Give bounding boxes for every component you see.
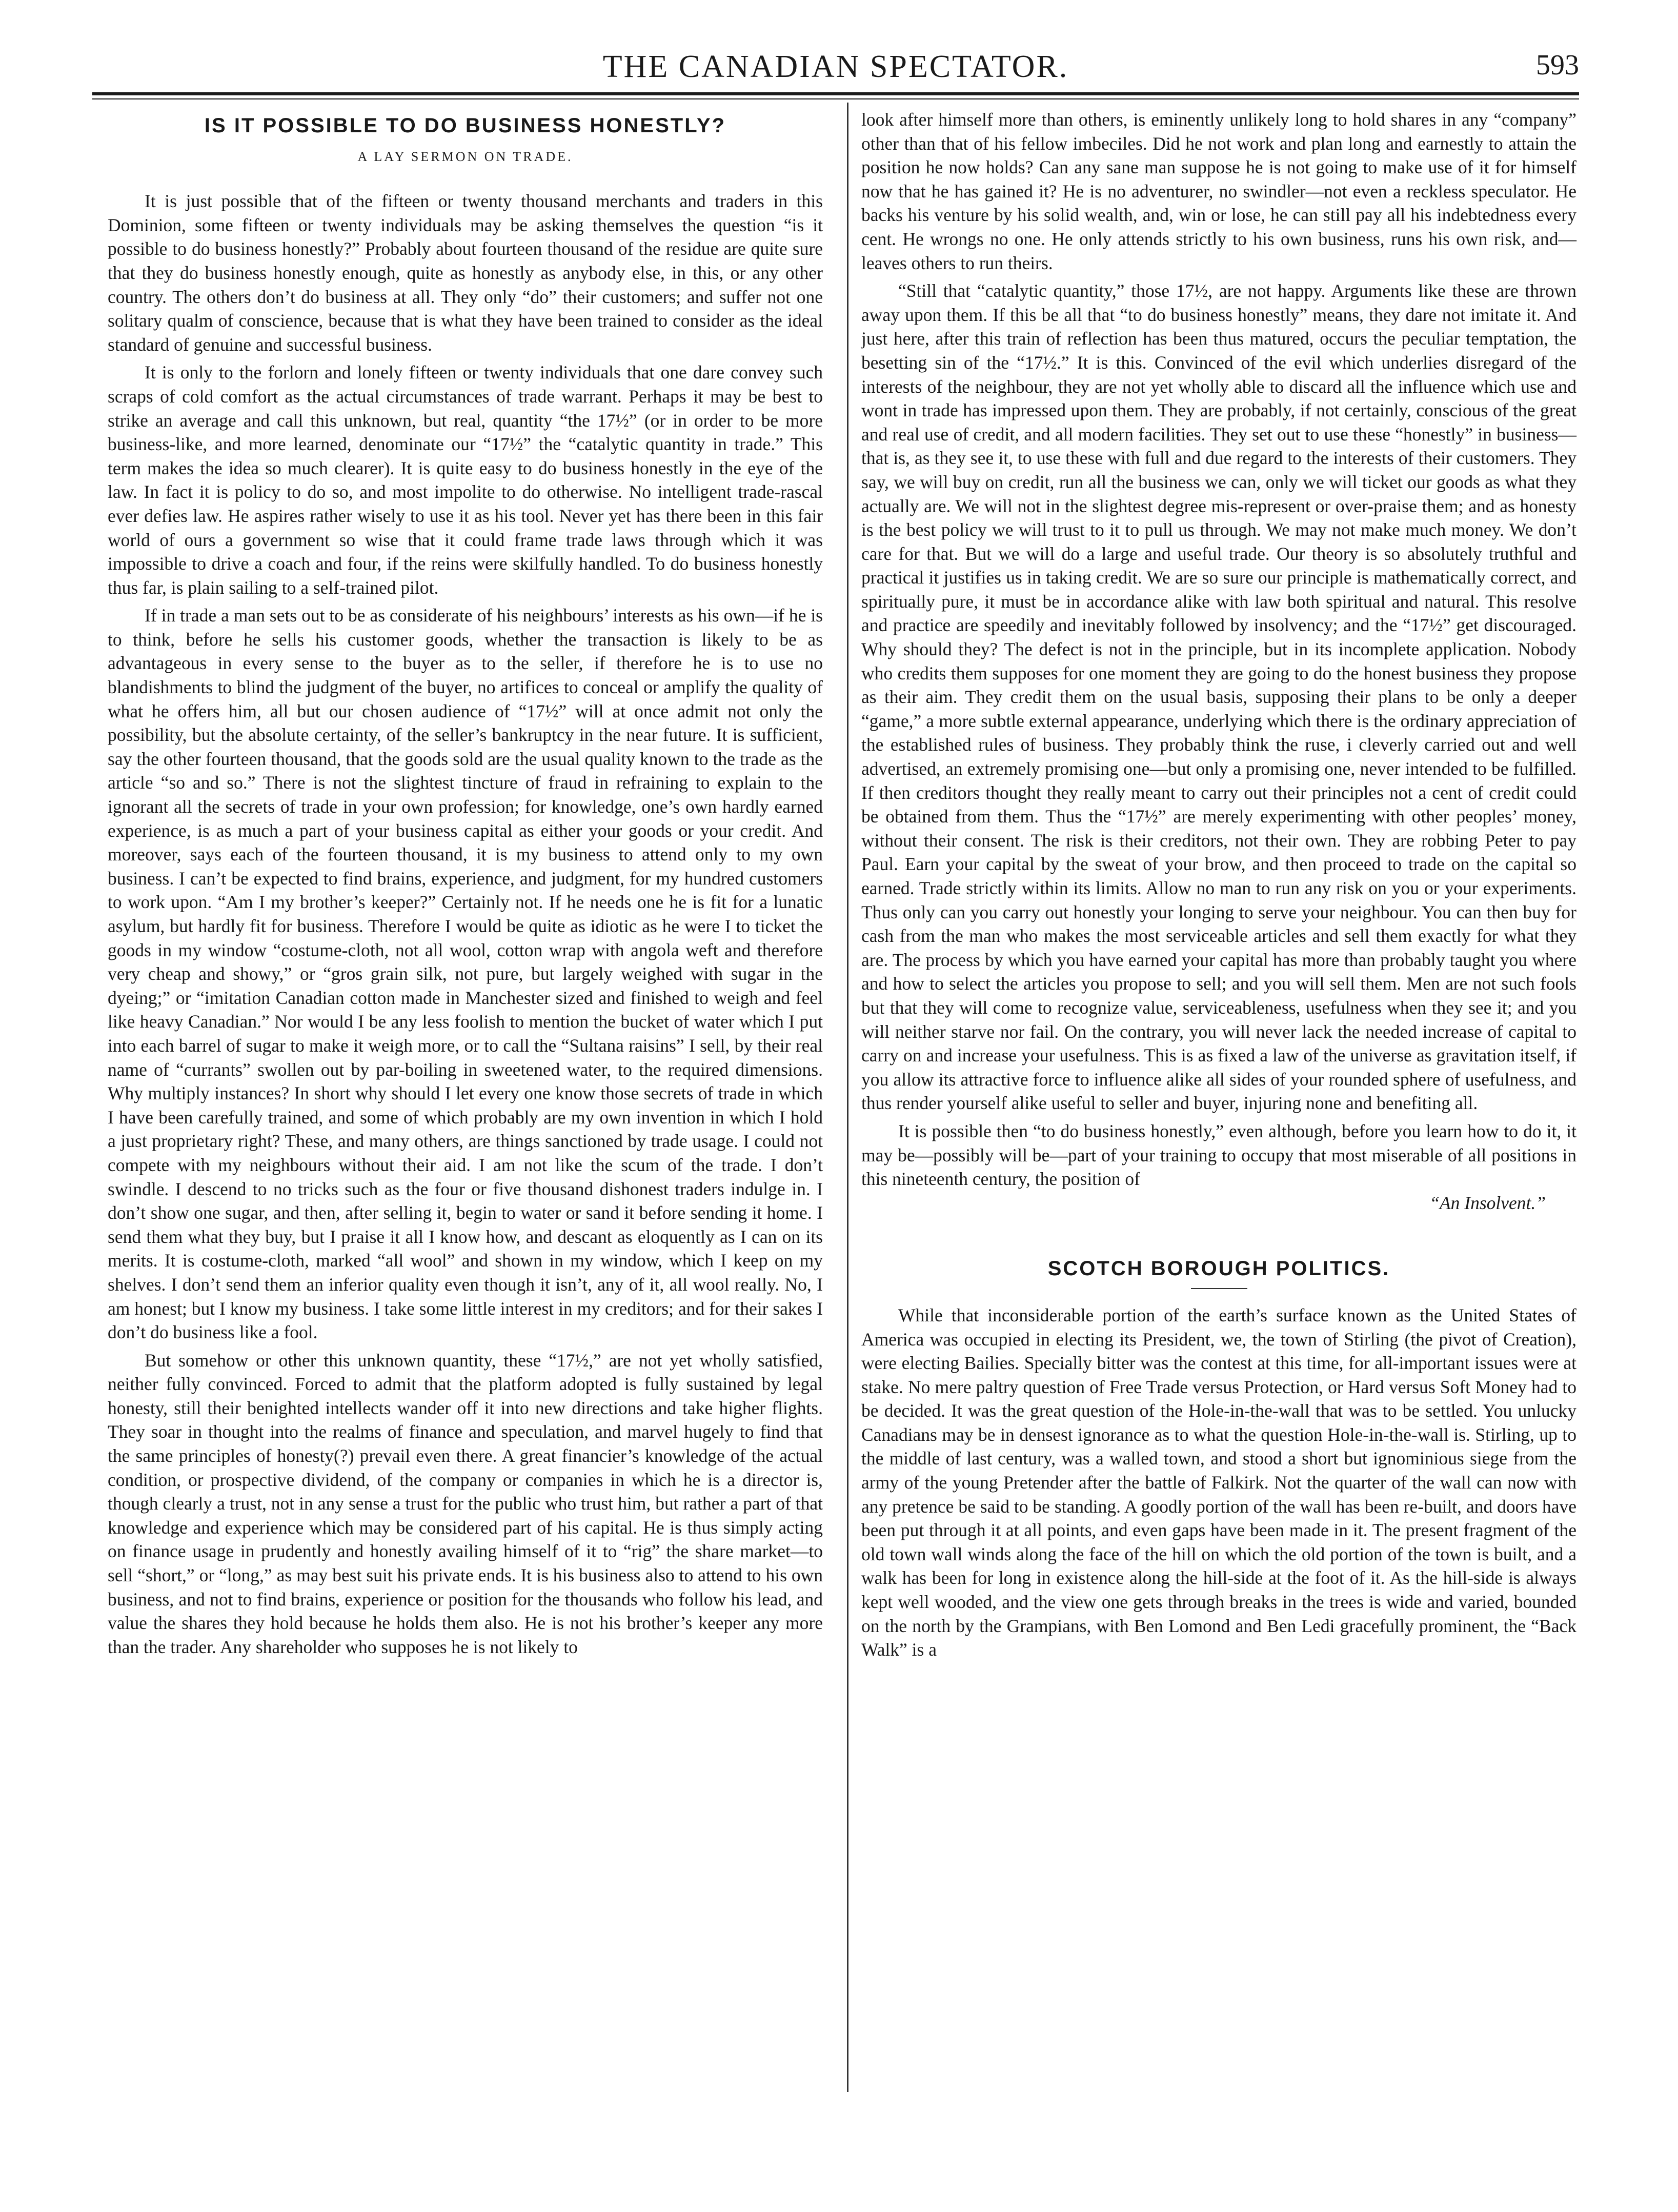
header-rule-thick [92,92,1579,95]
left-column [108,108,823,1663]
column-divider [847,103,848,2092]
article-title: IS IT POSSIBLE TO DO BUSINESS HONESTLY? [204,114,726,137]
header-rule-thin [92,98,1579,99]
paragraph: It is just possible that of the fifteen or twenty thousand merchants and traders in this Dominion, some fifteen or twenty individuals may be asking themselves the question “is it possible to do business honestly?” Probably about fourteen thousand of the residue are quite sure that they do business honestly enough, quite as honestly as anybody else, in this, or any other country. The others don’t do business at all. They only “do” their customers; and suffer not one solitary qualm of conscience, because that is what they have been trained to consider as the ideal standard of genuine and successful business. [108,191,823,355]
paragraph: If in trade a man sets out to be as considerate of his neighbours’ interests as his own—if he is to think, before he sells his customer goods, whether the transaction is likely to be as advantageous in every sense to the buyer as to the seller, if therefore he is to use no blandishments to blind the judgment of the buyer, no artifices to conceal or amplify the quality of what he offers him, all but our chosen audience of “17½” will at once admit not only the possibility, but the absolute certainty, of the seller’s bankruptcy in the near future. It is sufficient, say the other fourteen thousand, that the goods sold are the usual quality known to the trade as the article “so and so.” There is not the slightest tincture of fraud in refraining to explain to the ignorant all the secrets of trade in your own profession; for knowledge, one’s own hardly earned experience, is as much a part of your business capital as either your goods or your credit. And moreover, says each of the fourteen thousand, it is my business to attend only to my own business. I can’t be expected to find brains, experience, and judgment, for my hundred customers to work upon. “Am I my brother’s keeper?” Certainly not. If he needs one he is fit for a lunatic asylum, but hardly fit for business. Therefore I would be quite as idiotic as he were I to ticket the goods in my window “costume-cloth, not all wool, cotton wrap with angola weft and therefore very cheap and showy,” or “gros grain silk, not pure, but largely weighed with sugar in the dyeing;” or “imitation Canadian cotton made in Manchester sized and finished to weigh and feel like heavy Canadian.” Nor would I be any less foolish to mention the bucket of water which I put into each barrel of sugar to make it weigh more, or to call the “Sultana raisins” I sell, by their real name of “currants” swollen out by par-boiling in sweetened water, to the required dimensions. Why multiply instances? In short why should I let every one know those secrets of trade in which I have been carefully trained, and some of which probably are my own invention in which I hold a just proprietary right? These, and many others, are things sanctioned by trade usage. I could not compete with my neighbours without their aid. I am not like the scum of the trade. I don’t swindle. I descend to no tricks such as the four or five thousand dishonest traders indulge in. I don’t show one sugar, and then, after selling it, begin to water or sand it before sending it home. I send them what they buy, but I praise it all I know how, and descant as eloquently as I can on its merits. It is costume-cloth, marked “all wool” and shown in my window, which I keep on my shelves. I don’t send them an inferior quality even though it isn’t, any of it, all wool really. No, I am honest; but I know my business. I take some little interest in my creditors; and for their sakes I don’t do business like a fool. [108,605,823,1343]
article-title-2: SCOTCH BOROUGH POLITICS. [1047,1257,1390,1280]
article-separator [861,1215,1576,1251]
article-signature: “An Insolvent.” [1429,1192,1546,1213]
paragraph: “Still that “catalytic quantity,” those 17½, are not happy. Arguments like these are thrown away upon them. If this be all that “to do business honestly” means, they dare not imitate it. And just here, after this train of reflection has been thus matured, occurs the peculiar temptation, the besetting sin of the “17½.” It is this. Convinced of the evil which underlies disregard of the interests of the neighbour, they are not yet wholly able to discard all the influence which use and wont in trade has impressed upon them. They are probably, if not certainly, conscious of the great and real use of credit, and all modern facilities. They set out to use these “honestly” in business—that is, as they see it, to use these with full and due regard to the interests of their customers. They say, we will buy on credit, run all the business we can, only we will ticket our goods as what they actually are. We will not in the slightest degree mis-represent or over-praise them; and as honesty is the best policy we will trust to it to pull us through. We may not make much money. We don’t care for that. But we will do a large and useful trade. Our theory is so absolutely truthful and practical it justifies us in taking credit. We are so sure our principle is mathematically correct, and spiritually pure, it must be in accordance alike with law both spiritual and natural. This resolve and practice are speedily and inevitably followed by insolvency; and the “17½” get discouraged. Why should they? The defect is not in the principle, but in its incomplete application. Nobody who credits them supposes for one moment they are going to do the honest business they propose as their aim. They credit them on the usual basis, supposing their plans to be only a deeper “game,” a more subtle external appearance, underlying which there is the ordinary appreciation of the established rules of business. They probably think the ruse, i cleverly carried out and well advertised, an extremely promising one—but only a promising one, never intended to be fulfilled. If then creditors thought they really meant to carry out their principles not a cent of credit could be obtained from them. Thus the “17½” are merely experimenting with other peoples’ money, without their consent. The risk is their creditors, not their own. They are robbing Peter to pay Paul. Earn your capital by the sweat of your brow, and then proceed to trade on the capital so earned. Trade strictly within its limits. Allow no man to run any risk on you or your experiments. Thus only can you carry out honestly your longing to serve your neighbour. You can then buy for cash from the man who makes the most serviceable articles and sell them exactly for what they are. The process by which you have earned your capital has more than probably taught you where and how to select the articles you propose to sell; and you will sell them. Men are not such fools but that they will come to recognize value, serviceableness, usefulness when they see it; and you will neither starve nor fail. On the contrary, you will never lack the needed increase of capital to carry on and increase your usefulness. This is as fixed a law of the universe as gravitation itself, if you allow its attractive force to influence alike all sides of your rounded sphere of usefulness, and thus render yourself alike useful to seller and buyer, injuring none and benefiting all. [861,280,1576,1114]
paragraph: While that inconsiderable portion of the earth’s surface known as the United States of America was occupied in electing its President, we, the town of Stirling (the pivot of Creation), were electing Bailies. Specially bitter was the contest at this time, for all-important issues were at stake. No mere paltry question of Free Trade versus Protection, or Hard versus Soft Money had to be decided. It was the great question of the Hole-in-the-wall that was to be settled. You unlucky Canadians may be in densest ignorance as to what the question Hole-in-the-wall is. Stirling, up to the middle of last century, was a walled town, and stood a short but ignominious siege from the army of the young Pretender after the battle of Falkirk. Not the quarter of the wall can now with any pretence be said to be standing. A goodly portion of the wall has been re-built, and doors have been put through it at all points, and even gaps have been made in it. The present fragment of the old town wall winds along the face of the hill on which the old portion of the town is built, and a walk has been for long in existence along the hill-side at the foot of it. As the hill-side is always kept well wooded, and the view one gets through breaks in the trees is wide and varied, bounded on the north by the Grampians, with Ben Lomond and Ben Ledi gracefully prominent, the “Back Walk” is a [861,1304,1576,1660]
paragraph: It is possible then “to do business honestly,” even although, before you learn how to do it, it may be—possibly will be—part of your training to occupy that most miserable of all positions in this nineteenth century, the position of [861,1120,1576,1190]
title-underline [1191,1288,1247,1289]
article-subtitle: A LAY SERMON ON TRADE. [357,149,573,164]
page-number: 593 [1536,49,1579,81]
publication-title: THE CANADIAN SPECTATOR. [602,49,1069,84]
paragraph: It is only to the forlorn and lonely fifteen or twenty individuals that one dare convey such scraps of cold comfort as the actual circumstances of trade warrant. Perhaps it may be best to strike an average and call this unknown, but real, quantity “the 17½” (or in order to be more business-like, and more learned, denominate our “17½” the “catalytic quantity in trade.” This term makes the idea so much clearer). It is quite easy to do business honestly in the eye of the law. In fact it is policy to do so, and most impolite to do otherwise. No intelligent trade-rascal ever defies law. He aspires rather wisely to use it as his tool. Never yet has there been in this fair world of ours a government so wise that it could frame trade laws through which it was impossible to drive a coach and four, if the reins were skilfully handled. To do business honestly thus far, is plain sailing to a self-trained pilot. [108,362,823,598]
right-column [861,108,1576,1666]
paragraph: But somehow or other this unknown quantity, these “17½,” are not yet wholly satisfied, neither fully convinced. Forced to admit that the platform adopted is fully sustained by legal honesty, still their benighted intellects wander off it into new directions and take higher flights. They soar in thought into the realms of finance and speculation, and marvel hugely to find that the same principles of honesty(?) prevail even there. A great financier’s knowledge of the actual condition, or prospective dividend, of the company or companies in which he is a director is, though clearly a trust, not in any sense a trust for the public who trust him, but rather a part of that knowledge and experience which may be considered part of his capital. He is thus simply acting on finance usage in prudently and honestly availing himself of it to “rig” the share market—to sell “short,” or “long,” as may best suit his private ends. It is his business also to attend to his own business, and not to find brains, experience or position for the thousands who follow his lead, and value the shares they hold because he holds them also. He is not his brother’s keeper any more than the trader. Any shareholder who supposes he is not likely to [108,1350,823,1657]
paragraph: look after himself more than others, is eminently unlikely long to hold shares in any “company” other than that of his fellow imbeciles. Did he not work and plan long and earnestly to attain the position he now holds? Can any sane man suppose he is not going to make use of it for himself now that he has gained it? He is no adventurer, no swindler—not even a reckless speculator. He backs his venture by his solid wealth, and, win or lose, he can still pay all his indebtedness every cent. He wrongs no one. He only attends strictly to his own business, runs his own risk, and—leaves others to run theirs. [861,109,1576,273]
masthead [92,49,1579,95]
